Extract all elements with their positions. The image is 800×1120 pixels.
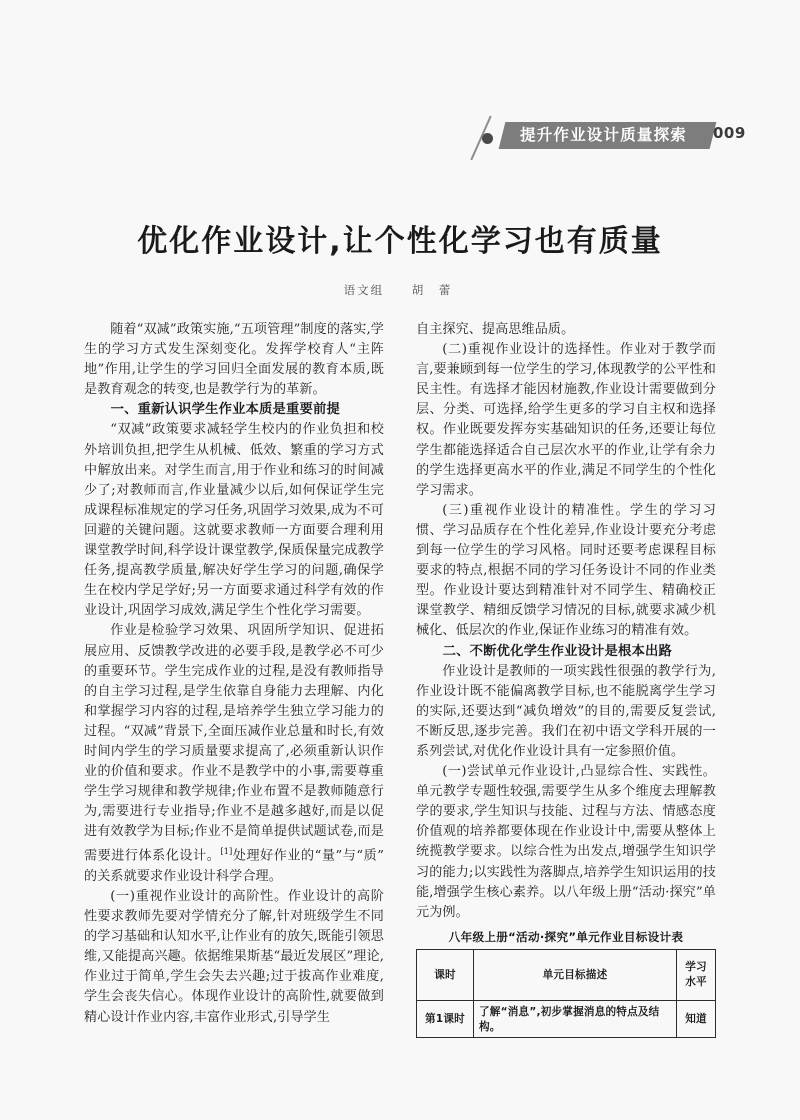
table-row: [417, 1000, 716, 1037]
unit-goal-table: [416, 949, 716, 1038]
table-header-level: [677, 949, 716, 1000]
paragraph-with-citation: [84, 621, 384, 887]
page-title: 优化作业设计,让个性化学习也有质量: [137, 224, 663, 260]
byline-department: 语文组: [343, 283, 385, 297]
byline-author: 胡 蕾: [411, 283, 457, 297]
table-header-row: [417, 949, 716, 1000]
paragraph: (一)尝试单元作业设计,凸显综合性、实践性。单元教学专题性较强,需要学生从多个维度去理解教学的要求,学生知识与技能、过程与方法、情感态度价值观的培养都要体现在作业设计中,需要从整体上统揽教学要求。以综合性为出发点,增强学生知识学习的能力;以实践性为落脚点,培养学生知识运用的技能,增强学生核心素养。以八年级上册“活动·探究”单元为例。: [416, 764, 716, 920]
running-header: [470, 112, 790, 164]
byline: [0, 282, 800, 298]
table-caption: 八年级上册“活动·探究”单元作业目标设计表: [448, 929, 684, 944]
table-cell-level: 知道: [677, 1000, 716, 1037]
table-header-level-line1: 学习: [685, 960, 707, 973]
paragraph: “双减”政策要求减轻学生校内的作业负担和校外培训负担,把学生从机械、低效、繁重的学习方式中解放出来。对学生而言,用于作业和练习的时间减少了;对教师而言,作业量减少以后,如何保证学生完成课程标准规定的学习任务,巩固学习效果,成为不可回避的关键问题。这就要求教师一方面要合理利用课堂教学时间,科学设计课堂教学,保质保量完成教学任务,提高教学质量,解决好学生学习的问题,确保学生在校内学足学好;另一方面要求通过科学有效的作业设计,巩固学习成效,满足学生个性化学习需要。: [84, 422, 384, 619]
citation-marker: [1]: [220, 847, 233, 858]
running-header-banner: [499, 122, 717, 149]
paragraph: 作业设计是教师的一项实践性很强的教学行为,作业设计既不能偏离教学目标,也不能脱离学生学习的实际,还要达到“减负增效”的目的,需要反复尝试,不断反思,逐步完善。我们在初中语文学科开展的一系列尝试,对优化作业设计具有一定参照价值。: [416, 663, 716, 759]
table-cell-period: 第1课时: [417, 1000, 474, 1037]
running-header-label: 提升作业设计质量探索: [520, 126, 688, 144]
right-column: [416, 320, 716, 1055]
table-header-level-line2: 水平: [685, 975, 707, 988]
page-number: 009: [713, 124, 746, 142]
header-dot-icon: [482, 133, 493, 144]
paragraph: (三)重视作业设计的精准性。学生的学习习惯、学习品质存在个性化差异,作业设计要充分考虑到每一位学生的学习风格。同时还要考虑课程目标要求的特点,根据不同的学习任务设计不同的作业类型。作业设计要达到精准针对不同学生、精确校正课堂教学、精细反馈学习情况的目标,就要求减少机械化、低层次的作业,保证作业练习的精准有效。: [416, 502, 716, 639]
section-heading: 一、重新认识学生作业本质是重要前提: [110, 402, 341, 418]
table-cell-description: 了解“消息”,初步掌握消息的特点及结构。: [474, 1000, 677, 1037]
body-columns: [84, 320, 716, 1055]
section-heading: 二、不断优化学生作业设计是根本出路: [442, 643, 673, 659]
paragraph-text-after-citation: 处理好作业的“量”与“质”的关系就要求作业设计科学合理。: [84, 848, 384, 884]
left-column: [84, 320, 384, 1055]
table-header-description: 单元目标描述: [474, 949, 677, 1000]
paragraph: (二)重视作业设计的选择性。作业对于教学而言,要兼顾到每一位学生的学习,体现教学的公平性和民主性。有选择才能因材施教,作业设计需要做到分层、分类、可选择,给学生更多的学习自主权和选择权。作业既要发挥夯实基础知识的任务,还要让每位学生都能选择适合自己层次水平的作业,让学有余力的学生选择更高水平的作业,满足不同学生的个性化学习需求。: [416, 342, 716, 498]
paragraph: (一)重视作业设计的高阶性。作业设计的高阶性要求教师先要对学情充分了解,针对班级学生不同的学习基础和认知水平,让作业有的放矢,既能引领思维,又能提高兴趣。依据维果斯基“最近发展区”理论,作业过于简单,学生会失去兴趣;过于拔高作业难度,学生会丧失信心。体现作业设计的高阶性,就要做到精心设计作业内容,丰富作业形式,引导学生: [84, 888, 384, 1025]
paragraph: 随着“双减”政策实施,“五项管理”制度的落实,学生的学习方式发生深刻变化。发挥学校育人“主阵地”作用,让学生的学习回归全面发展的教育本质,既是教育观念的转变,也是教学行为的革新。: [84, 322, 384, 398]
table-header-period: 课时: [417, 949, 474, 1000]
paragraph-continued: 自主探究、提高思维品质。: [416, 322, 575, 337]
paragraph-text-before-citation: 作业是检验学习效果、巩固所学知识、促进拓展应用、反馈教学改进的必要手段,是教学必不可少的重要环节。学生完成作业的过程,是没有教师指导的自主学习过程,是学生依靠自身能力去理解、内化和掌握学习内容的过程,是培养学生独立学习能力的过程。“双减”背景下,全面压减作业总量和时长,有效时间内学生的学习质量要求提高了,必须重新认识作业的价值和要求。作业不是教学中的小事,需要尊重学生学习规律和教学规律;作业布置不是教师随意行为,需要进行专业指导;作业不是越多越好,而是以促进有效教学为目标;作业不是简单提供试题试卷,而是需要进行体系化设计。: [84, 623, 384, 864]
